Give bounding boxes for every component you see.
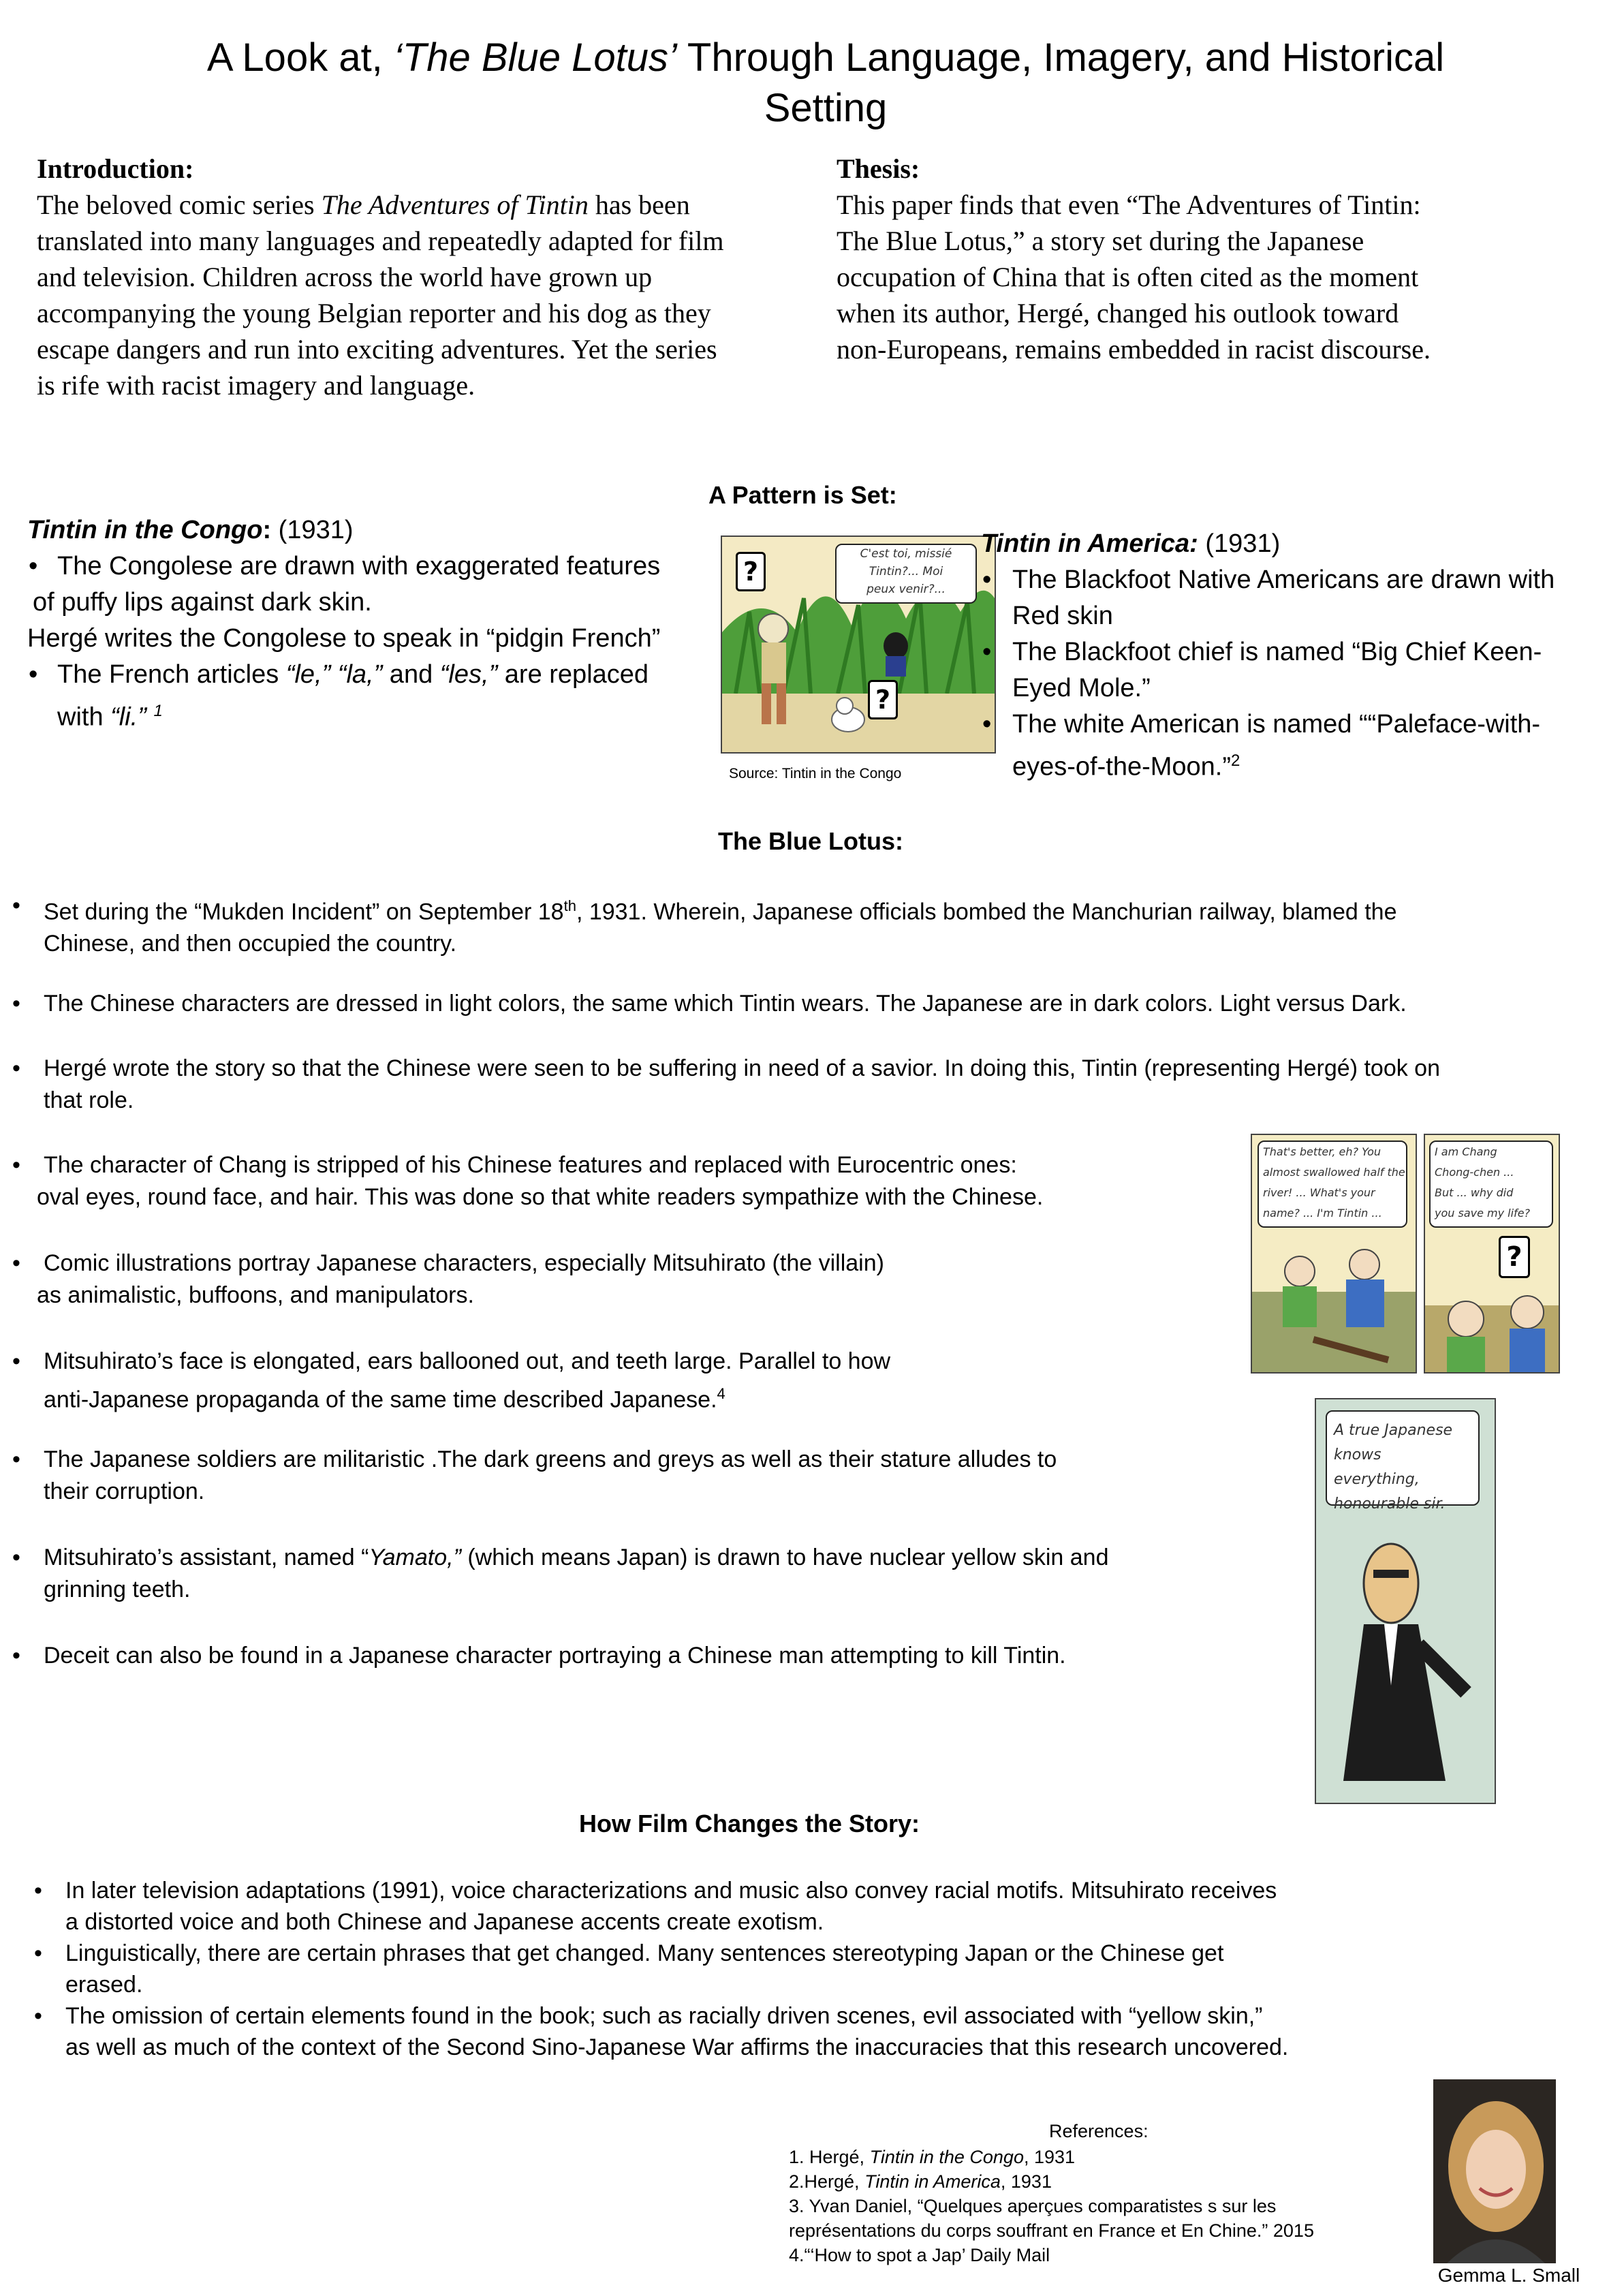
bl-b5-l2: as animalistic, buffoons, and manipulators. [37, 1282, 474, 1308]
title-line2: Setting [764, 86, 888, 130]
title-italic: ‘The Blue Lotus’ [393, 35, 677, 80]
congo-b2-and: and [382, 660, 440, 689]
congo-b2-l2 [57, 693, 715, 736]
congo-image-caption: Source: Tintin in the Congo [729, 766, 902, 781]
congo-title-line [27, 512, 715, 548]
america-b1-l2: Red skin [1012, 602, 1113, 630]
mitsuhirato-speech-line: knows everything, [1334, 1446, 1420, 1488]
reference-4: 4.“‘How to spot a Jap’ Daily Mail [789, 2245, 1050, 2265]
thesis-line: This paper finds that even “The Adventures of Tintin: [837, 189, 1421, 220]
bl-bullet-1 [12, 890, 1579, 955]
bullet-dot: • [12, 1643, 20, 1669]
reference-3-line2: représentations du corps souffrant en France et En Chine.” 2015 [789, 2220, 1314, 2241]
ref1-b: , 1931 [1023, 2147, 1076, 2167]
congo-b2-li: “li.” [110, 702, 146, 732]
bl-b8-l2: grinning teeth. [44, 1577, 191, 1602]
bullet-dot: • [982, 565, 992, 594]
thesis-line: non-Europeans, remains embedded in racist discourse. [837, 334, 1431, 364]
bullet-dot: • [34, 2003, 42, 2029]
america-title-line [981, 526, 1608, 562]
film-b1-l1: In later television adaptations (1991), voice characterizations and music also convey racial motifs. Mitsuhirato receives [65, 1878, 1277, 1904]
bl-b8-yamato: Yamato,” [369, 1545, 461, 1570]
author-name: Gemma L. Small [1437, 2265, 1580, 2286]
film-b3-l1: The omission of certain elements found in the book; such as racially driven scenes, evil associated with “yellow skin,” [65, 2003, 1263, 2029]
america-b3-l1: The white American is named ““Paleface-with- [1012, 710, 1541, 739]
references-heading: References: [1049, 2121, 1149, 2141]
bl-b1-sup: th [563, 897, 576, 914]
author-photo [1433, 2079, 1556, 2263]
film-list [34, 1875, 1451, 2063]
bullet-dot: • [12, 893, 20, 918]
congo-bullet-2 [27, 657, 715, 736]
intro-line: escape dangers and run into exciting adventures. Yet the series [37, 334, 717, 364]
mitsuhirato-speech-line: honourable sir. [1334, 1495, 1446, 1512]
mitsuhirato-panel [1315, 1398, 1496, 1804]
bl-b1-l1 [44, 890, 1579, 928]
congo-year: (1931) [271, 516, 354, 544]
bl-b8-a: Mitsuhirato’s assistant, named “ [44, 1545, 369, 1570]
america-b1-l1: The Blackfoot Native Americans are drawn with [1012, 565, 1555, 594]
introduction-section [37, 151, 820, 403]
ref1-a: 1. Hergé, [789, 2147, 870, 2167]
bl-b3-l1: Hergé wrote the story so that the Chinese were seen to be suffering in need of a savior. In doing this, Tintin (representing Hergé) took on [44, 1055, 1440, 1081]
bl-b6-l1: Mitsuhirato’s face is elongated, ears ballooned out, and teeth large. Parallel to how [44, 1348, 891, 1374]
chang-panel-left [1251, 1134, 1417, 1374]
bullet-dot: • [29, 552, 38, 580]
congo-plain: Hergé writes the Congolese to speak in “pidgin French” [27, 624, 661, 653]
congo-b2-b: are replaced [497, 660, 649, 689]
congo-bullet-1 [27, 548, 715, 621]
bullet-dot: • [12, 1446, 20, 1472]
bl-b1-l2: Chinese, and then occupied the country. [44, 931, 457, 957]
thesis-heading: Thesis: [837, 153, 920, 184]
bl-b2: The Chinese characters are dressed in light colors, the same which Tintin wears. The Japanese are in dark colors. Light versus Dark. [44, 991, 1407, 1017]
congo-b2-with: with [57, 702, 111, 732]
congo-b2-l1 [57, 657, 715, 693]
intro-line: and television. Children across the world have grown up [37, 262, 653, 292]
congo-comic-image [721, 536, 996, 754]
congo-b2-le: “le,” “la,” [285, 660, 383, 689]
question-mark-icon: ? [1499, 1236, 1530, 1278]
reference-1 [789, 2145, 1402, 2169]
intro-line-1a: The beloved comic series [37, 189, 322, 220]
bullet-dot: • [34, 1940, 42, 1966]
reference-2 [789, 2169, 1402, 2194]
intro-line-1-italic: The Adventures of Tintin [321, 189, 589, 220]
america-section [981, 526, 1608, 786]
film-b1-l2: a distorted voice and both Chinese and Japanese accents create exotism. [65, 1909, 824, 1935]
references-list [789, 2145, 1402, 2267]
author-portrait [1433, 2079, 1556, 2263]
america-b3-l2 [1012, 743, 1608, 786]
question-mark-icon: ? [736, 552, 766, 591]
film-bullet-2 [34, 1938, 1451, 2000]
america-bullet-2 [981, 634, 1608, 707]
bl-b4-l2: oval eyes, round face, and hair. This was done so that white readers sympathize with the Chinese. [37, 1184, 1044, 1210]
film-bullet-3 [34, 2000, 1451, 2063]
film-bullet-1 [34, 1875, 1451, 1938]
bullet-dot: • [12, 1250, 20, 1276]
chang-right-line: But ... why did [1435, 1186, 1514, 1199]
bl-b6-l2-text: anti-Japanese propaganda of the same time described Japanese. [44, 1386, 717, 1413]
bullet-dot: • [12, 991, 20, 1017]
bullet-dot: • [12, 1545, 20, 1570]
bl-b1-a: Set during the “Mukden Incident” on September 18 [44, 899, 564, 925]
poster-title [123, 33, 1529, 134]
film-b2-l1: Linguistically, there are certain phrases that get changed. Many sentences stereotyping Japan or the Chinese get [65, 1940, 1224, 1966]
pattern-heading: A Pattern is Set: [708, 481, 897, 509]
congo-b1-l1: The Congolese are drawn with exaggerated features [57, 552, 661, 580]
congo-speech-bubble [835, 544, 977, 604]
bl-b1-b: , 1931. Wherein, Japanese officials bombed the Manchurian railway, blamed the [576, 899, 1397, 925]
congo-b2-les: “les,” [439, 660, 498, 689]
bullet-dot: • [12, 1348, 20, 1374]
chang-left-line: river! ... What's your [1263, 1186, 1375, 1199]
thesis-line: occupation of China that is often cited as the moment [837, 262, 1419, 292]
chang-panel-right [1424, 1134, 1560, 1374]
chang-right-line: Chong-chen ... [1435, 1166, 1514, 1179]
bullet-dot: • [982, 710, 992, 739]
bullet-dot: • [982, 638, 992, 666]
ref2-a: 2.Hergé, [789, 2171, 865, 2192]
congo-b2-a: The French articles [57, 660, 286, 689]
thesis-line: The Blue Lotus,” a story set during the Japanese [837, 226, 1364, 256]
title-post: Through Language, Imagery, and Historical [676, 35, 1445, 80]
thesis-line: when its author, Hergé, changed his outlook toward [837, 298, 1399, 328]
bl-b6-sup: 4 [717, 1385, 725, 1402]
america-b3-sup: 2 [1231, 751, 1240, 770]
film-b2-l2: erased. [65, 1972, 143, 1998]
chang-right-line: you save my life? [1435, 1207, 1531, 1220]
ref2-title: Tintin in America [864, 2171, 1001, 2192]
bl-b7-l1: The Japanese soldiers are militaristic .The dark greens and greys as well as their stature alludes to [44, 1446, 1057, 1472]
america-year: (1931) [1198, 529, 1281, 558]
bl-b5-l1: Comic illustrations portray Japanese characters, especially Mitsuhirato (the villain) [44, 1250, 884, 1276]
congo-b2-sup: 1 [153, 702, 163, 720]
film-b3-l2: as well as much of the context of the Second Sino-Japanese War affirms the inaccuracies that this research uncovered. [65, 2034, 1289, 2060]
bl-b8-b: (which means Japan) is drawn to have nuclear yellow skin and [460, 1545, 1109, 1570]
america-bullet-1 [981, 562, 1608, 634]
reference-3-line1: 3. Yvan Daniel, “Quelques aperçues comparatistes s sur les [789, 2196, 1277, 2216]
intro-line [37, 187, 820, 223]
chang-left-line: almost swallowed half the [1263, 1166, 1405, 1179]
chang-speech-left [1258, 1141, 1407, 1228]
intro-line: translated into many languages and repeatedly adapted for film [37, 226, 724, 256]
america-b2-l2: Eyed Mole.” [1012, 674, 1151, 702]
congo-speech-line: peux venir?... [866, 583, 946, 596]
america-bullet-3 [981, 707, 1608, 786]
chang-left-line: name? ... I'm Tintin ... [1263, 1207, 1382, 1220]
ref1-title: Tintin in the Congo [869, 2147, 1024, 2167]
congo-section [27, 512, 715, 736]
america-b2-l1: The Blackfoot chief is named “Big Chief Keen- [1012, 638, 1542, 666]
bl-b4-l1: The character of Chang is stripped of his Chinese features and replaced with Eurocentric ones: [44, 1152, 1017, 1178]
congo-speech-line: C'est toi, missié [860, 547, 952, 561]
question-mark-icon: ? [868, 680, 898, 719]
thesis-text [837, 187, 1586, 367]
ref2-b: , 1931 [1000, 2171, 1052, 2192]
intro-line-1b: has been [588, 189, 690, 220]
bl-bullet-3 [12, 1053, 1579, 1118]
bullet-dot: • [12, 1055, 20, 1081]
mitsuhirato-speech-line: A true Japanese [1334, 1422, 1453, 1439]
chang-right-line: I am Chang [1435, 1145, 1497, 1158]
title-pre: A Look at, [206, 35, 394, 80]
introduction-text [37, 187, 820, 403]
america-title: Tintin in America: [981, 529, 1198, 558]
congo-speech-line: Tintin?... Moi [869, 565, 943, 578]
congo-colon: : [262, 516, 272, 544]
america-b3-l2-text: eyes-of-the-Moon.” [1012, 752, 1232, 781]
bullet-dot: • [29, 660, 38, 689]
bl-b7-l2: their corruption. [44, 1478, 205, 1504]
thesis-section [837, 151, 1586, 367]
congo-b1-l2: of puffy lips against dark skin. [33, 588, 372, 617]
bullet-dot: • [34, 1878, 42, 1904]
bl-bullet-2 [12, 988, 1579, 1020]
blue-lotus-heading: The Blue Lotus: [718, 827, 903, 855]
film-heading: How Film Changes the Story: [578, 1810, 920, 1837]
congo-title: Tintin in the Congo [27, 516, 263, 544]
bl-b9: Deceit can also be found in a Japanese character portraying a Chinese man attempting to kill Tintin. [44, 1643, 1066, 1669]
intro-line: accompanying the young Belgian reporter and his dog as they [37, 298, 711, 328]
mitsuhirato-speech-bubble [1326, 1410, 1480, 1512]
chang-left-line: That's better, eh? You [1263, 1145, 1381, 1158]
introduction-heading: Introduction: [37, 153, 194, 184]
bullet-dot: • [12, 1152, 20, 1178]
bl-b3-l2: that role. [44, 1087, 134, 1113]
intro-line: is rife with racist imagery and language. [37, 370, 475, 401]
chang-speech-right [1429, 1141, 1553, 1228]
